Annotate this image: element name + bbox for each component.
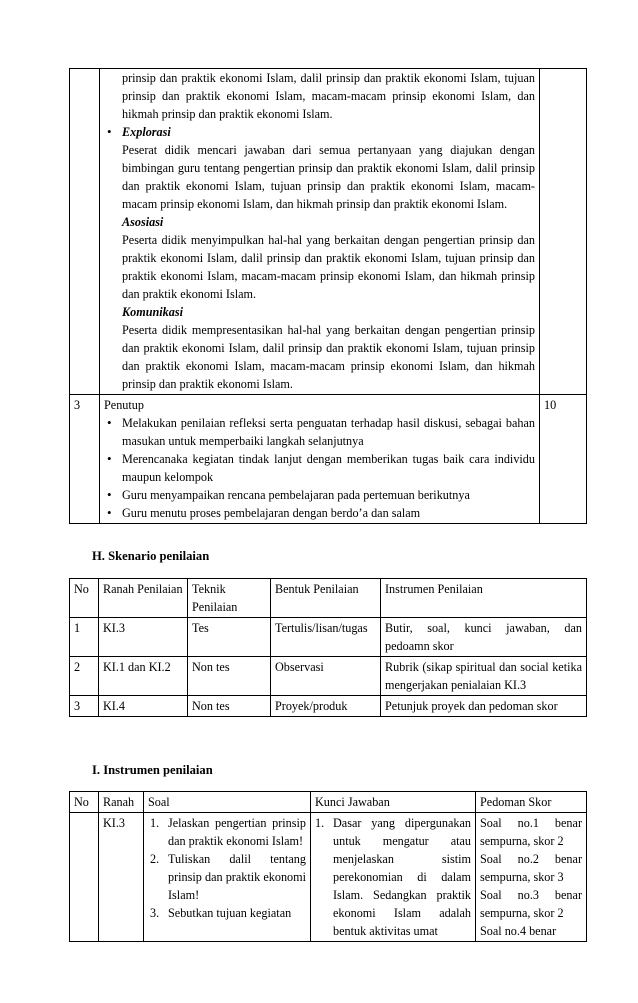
table-header-row xyxy=(70,579,587,618)
pedoman-item: Soal no.4 benar xyxy=(480,924,557,938)
pedoman-item: Soal no.1 benar sempurna, skor 2 xyxy=(480,816,582,848)
pedoman-cell xyxy=(476,813,587,942)
list-item: • Guru menutu proses pembelajaran dengan berdo’a dan salam xyxy=(104,504,535,522)
list-item: 2. Tuliskan dalil tentang prinsip dan praktik ekonomi Islam! xyxy=(150,852,306,902)
header-cell: Teknik Penilaian xyxy=(188,579,271,618)
continued-text: prinsip dan praktik ekonomi Islam, dalil prinsip dan praktik ekonomi Islam, tujuan prinsip dan praktik ekonomi Islam, macam-macam prinsip ekonomi Islam, dan hikmah prinsip dan praktik ekonomi Islam. xyxy=(122,71,535,121)
table-cell: Rubrik (sikap spiritual dan social ketika mengerjakan penialaian KI.3 xyxy=(381,657,587,696)
table-cell: Proyek/produk xyxy=(271,696,381,717)
section-h-heading: H. Skenario penilaian xyxy=(92,549,210,563)
table-cell: 3 xyxy=(70,696,99,717)
header-cell: Soal xyxy=(144,792,311,813)
table-cell: Non tes xyxy=(188,696,271,717)
table-cell: KI.4 xyxy=(99,696,188,717)
table-row xyxy=(70,69,587,395)
table-cell: 1 xyxy=(70,618,99,657)
pedoman-item: Soal no.2 benar sempurna, skor 3 xyxy=(480,852,582,884)
header-cell: No xyxy=(70,792,99,813)
list-item: 1. Jelaskan pengertian prinsip dan praktik ekonomi Islam! xyxy=(150,816,306,848)
list-item: • Merencanaka kegiatan tindak lanjut dengan memberikan tugas baik cara individu maupun kelompok xyxy=(104,450,535,486)
penutup-title: Penutup xyxy=(104,398,144,412)
header-cell: Ranah xyxy=(99,792,144,813)
header-cell: Instrumen Penilaian xyxy=(381,579,587,618)
list-item xyxy=(104,123,535,393)
header-cell: Pedoman Skor xyxy=(476,792,587,813)
kunci-cell xyxy=(311,813,476,942)
penutup-list xyxy=(104,414,535,522)
list-item: • Melakukan penilaian refleksi serta penguatan terhadap hasil diskusi, sebagai bahan masukan untuk memperbaiki langkah selanjutnya xyxy=(104,414,535,450)
eksplorasi-title: • Explorasi xyxy=(122,125,171,139)
table-row xyxy=(70,657,587,696)
table-row xyxy=(70,696,587,717)
header-cell: Kunci Jawaban xyxy=(311,792,476,813)
asosiasi-title: Asosiasi xyxy=(122,215,164,229)
table-row xyxy=(70,618,587,657)
instrument-table xyxy=(69,791,587,942)
soal-cell xyxy=(144,813,311,942)
komunikasi-title: Komunikasi xyxy=(122,305,183,319)
komunikasi-text: Peserta didik mempresentasikan hal-hal yang berkaitan dengan pengertian prinsip dan praktik ekonomi Islam, dalil prinsip dan praktik ekonomi Islam, tujuan prinsip dan praktik ekonomi Islam, macam-macam prinsip ekonomi Islam, dan hikmah prinsip dan praktik ekonomi Islam. xyxy=(122,323,535,391)
table-cell: Non tes xyxy=(188,657,271,696)
table-row xyxy=(70,395,587,524)
time-value: 10 xyxy=(540,395,587,524)
header-cell: Bentuk Penilaian xyxy=(271,579,381,618)
table-cell: 2 xyxy=(70,657,99,696)
table-row xyxy=(70,813,587,942)
activity-table xyxy=(69,68,587,524)
table-cell: Tes xyxy=(188,618,271,657)
table-header-row xyxy=(70,792,587,813)
header-cell: Ranah Penilaian xyxy=(99,579,188,618)
table-cell: Petunjuk proyek dan pedoman skor xyxy=(381,696,587,717)
table-cell: Observasi xyxy=(271,657,381,696)
table-cell: KI.3 xyxy=(99,813,144,942)
asosiasi-text: Peserta didik menyimpulkan hal-hal yang berkaitan dengan pengertian prinsip dan praktik ekonomi Islam, dalil prinsip dan praktik ekonomi Islam, tujuan prinsip dan praktik ekonomi Islam, macam-macam prinsip ekonomi Islam, dan hikmah prinsip dan praktik ekonomi Islam. xyxy=(122,233,535,301)
list-item: 3. Sebutkan tujuan kegiatan xyxy=(150,906,292,920)
eksplorasi-text: Peserat didik mencari jawaban dari semua pertanyaan yang diajukan dengan bimbingan guru tentang pengertian prinsip dan praktik ekonomi Islam, dalil prinsip dan praktik ekonomi Islam, tujuan prinsip dan praktik ekonomi Islam, macam-macam prinsip ekonomi Islam, dan hikmah prinsip dan praktik ekonomi Islam. xyxy=(122,143,535,211)
table-cell: Tertulis/lisan/tugas xyxy=(271,618,381,657)
header-cell: No xyxy=(70,579,99,618)
scenario-table xyxy=(69,578,587,717)
table-cell: KI.1 dan KI.2 xyxy=(99,657,188,696)
table-cell: Butir, soal, kunci jawaban, dan pedoamn skor xyxy=(381,618,587,657)
table-cell xyxy=(70,813,99,942)
pedoman-item: Soal no.3 benar sempurna, skor 2 xyxy=(480,888,582,920)
section-i-heading: I. Instrumen penilaian xyxy=(92,763,213,777)
row-number: 3 xyxy=(70,395,100,524)
table-cell: KI.3 xyxy=(99,618,188,657)
list-item: • Guru menyampaikan rencana pembelajaran pada pertemuan berikutnya xyxy=(104,486,535,504)
list-item: 1. Dasar yang dipergunakan untuk mengatur atau menjelaskan sistim perekonomian di dalam Islam. Sedangkan praktik ekonomi Islam adalah bentuk aktivitas umat xyxy=(315,816,471,938)
